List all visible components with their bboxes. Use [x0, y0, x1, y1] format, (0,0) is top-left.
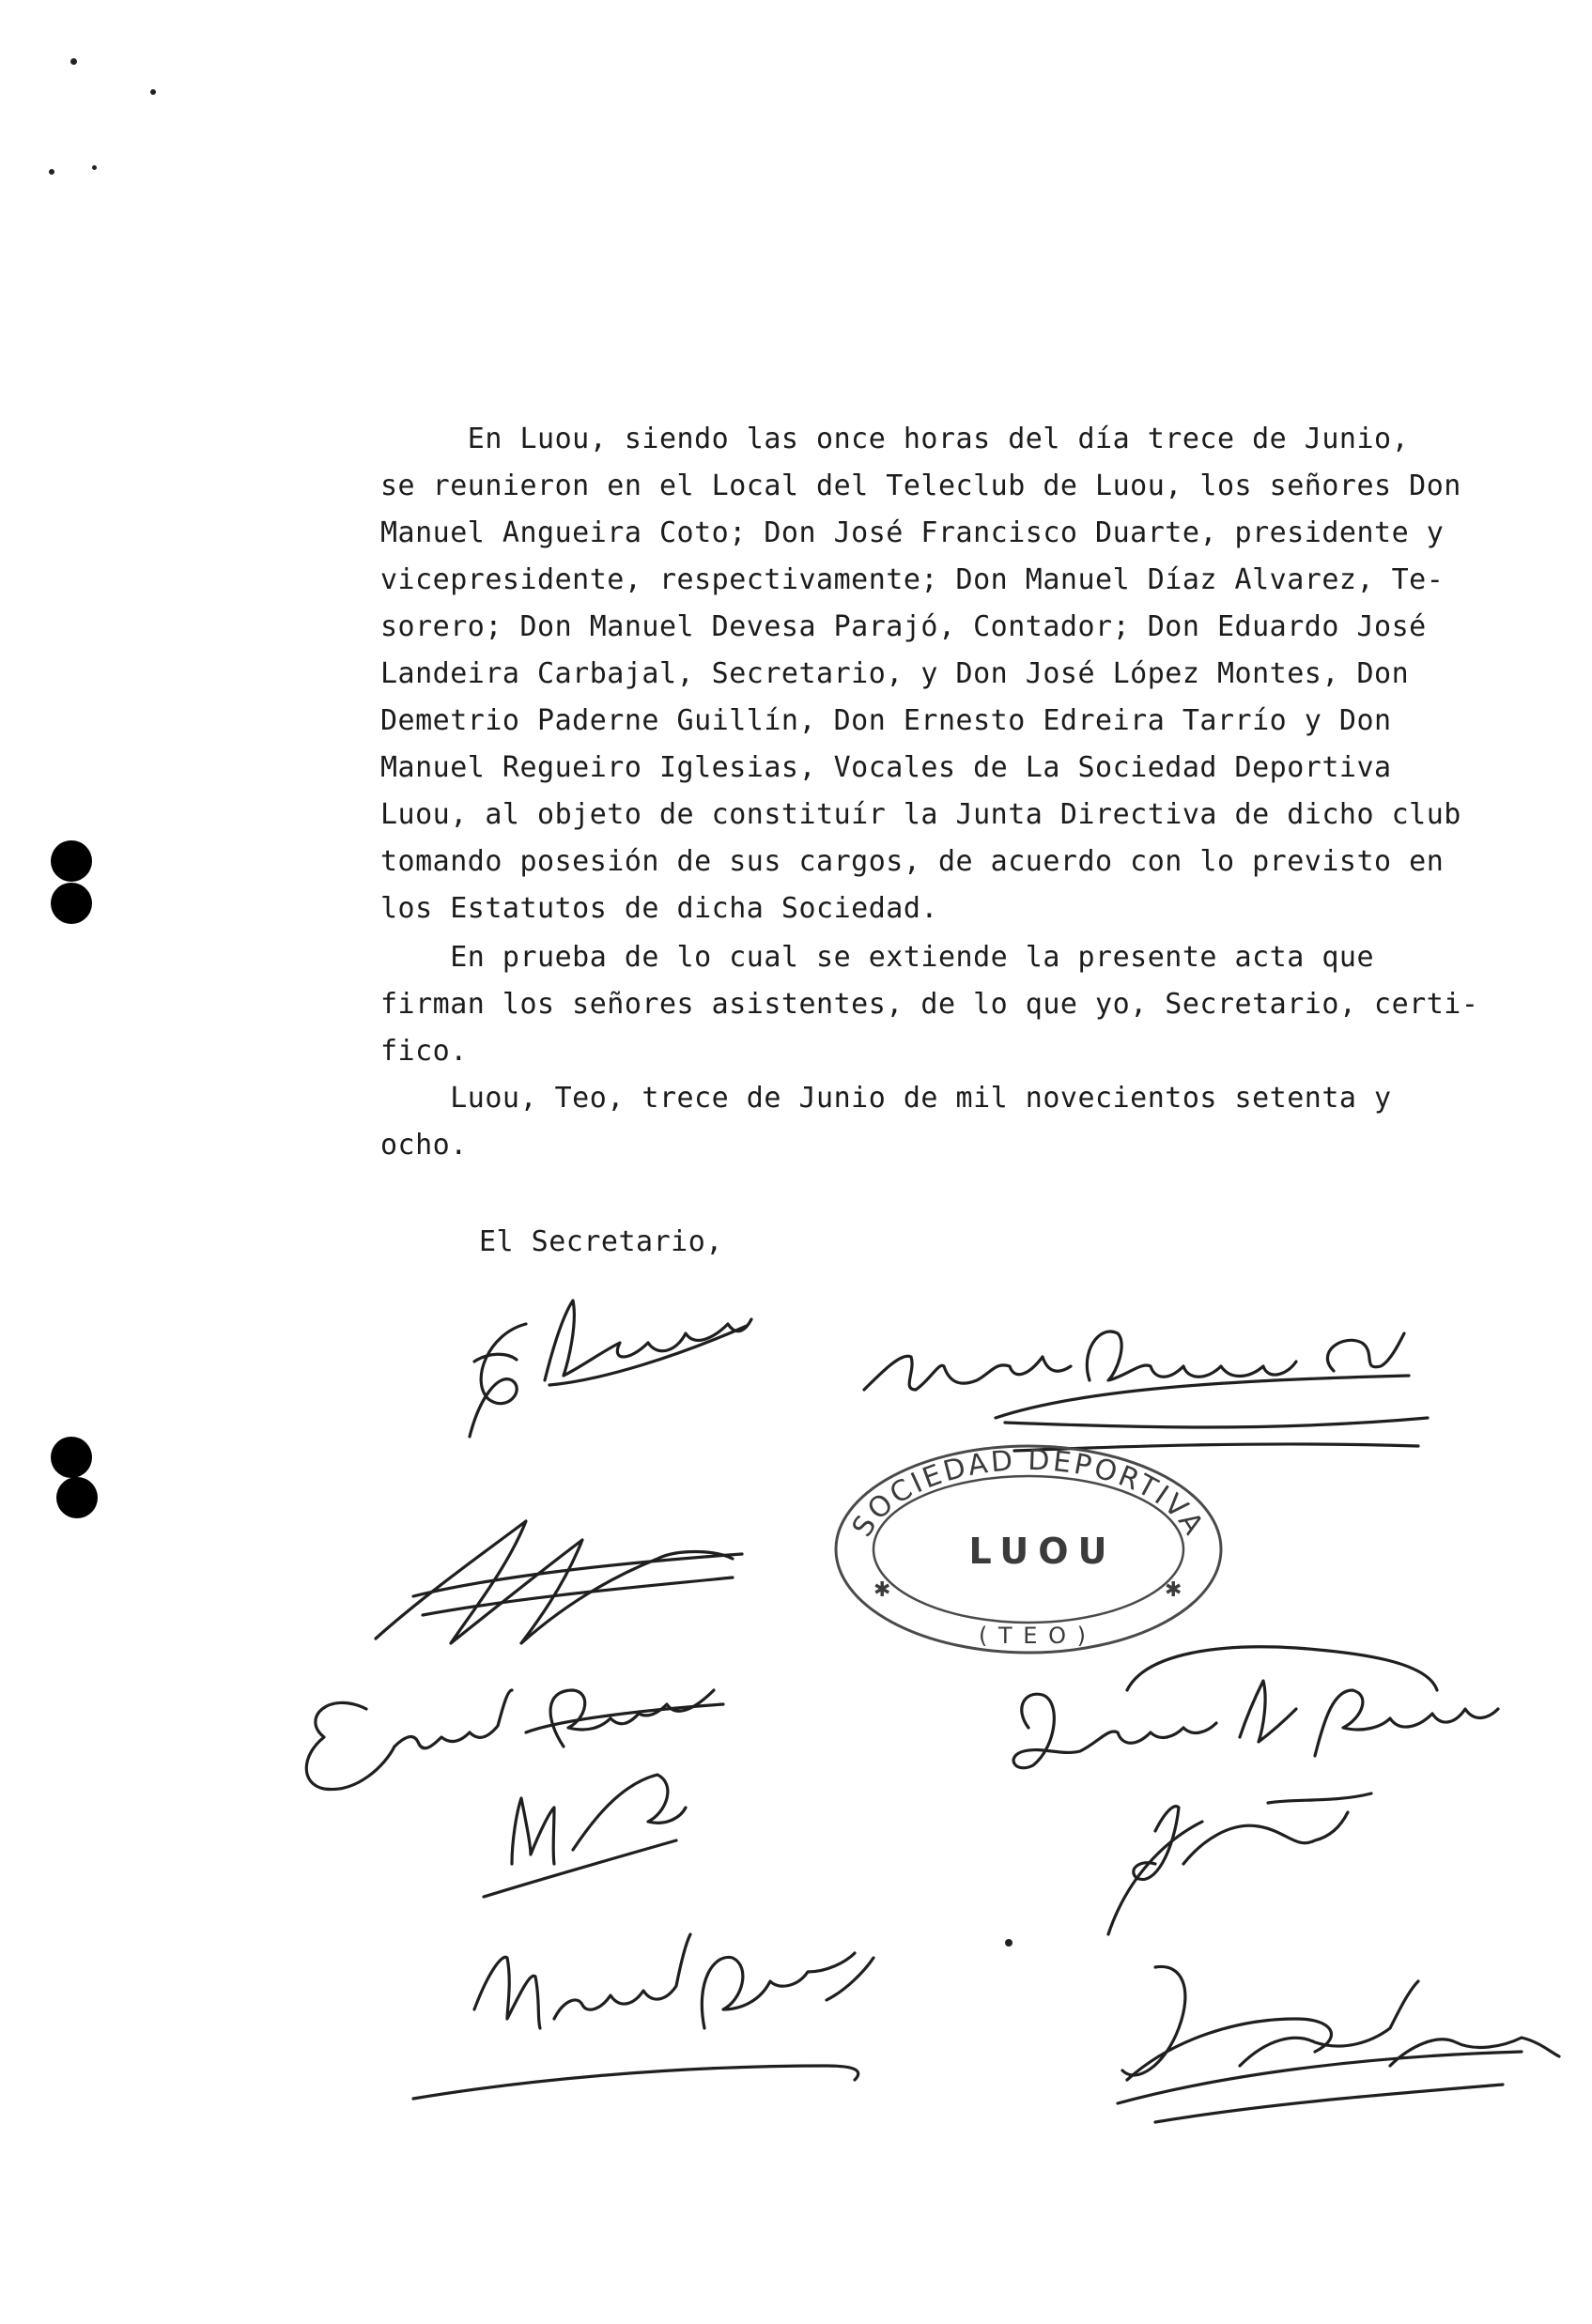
star-icon: ✱	[1165, 1578, 1182, 1602]
text-line: fico.	[380, 1035, 468, 1068]
text-line: Luou, Teo, trece de Junio de mil novecientos setenta y	[380, 1082, 1392, 1115]
text-line: En Luou, siendo las once horas del día trece de Junio,	[380, 423, 1410, 455]
star-icon: ✱	[873, 1578, 891, 1602]
signature-landeira	[470, 1301, 751, 1437]
secretary-label: El Secretario,	[479, 1225, 723, 1258]
signature-angueira	[864, 1331, 1428, 1451]
signature-paderne	[1013, 1647, 1498, 1768]
signature-duarte	[1108, 1793, 1371, 1934]
text-line: Manuel Angueira Coto; Don José Francisco Duarte, presidente y	[380, 516, 1445, 549]
signature-initials	[484, 1775, 686, 1897]
text-line: Landeira Carbajal, Secretario, y Don José López Montes, Don	[380, 657, 1410, 690]
stamp-center-text: LUOU	[968, 1531, 1117, 1572]
club-stamp	[836, 1444, 1221, 1653]
text-line: se reunieron en el Local del Teleclub de Luou, los señores Don	[380, 469, 1461, 502]
signature-scribble	[376, 1521, 742, 1643]
stamp-outer-text: SOCIEDAD DEPORTIVA	[845, 1443, 1212, 1543]
stamp-bottom-text: ( T E O )	[979, 1623, 1088, 1649]
text-line: tomando posesión de sus cargos, de acuerdo con lo previsto en	[380, 845, 1445, 878]
text-line: Luou, al objeto de constituír la Junta Directiva de dicho club	[380, 798, 1461, 831]
text-line: ocho.	[380, 1129, 468, 1162]
text-line: firman los señores asistentes, de lo que yo, Secretario, certi-	[380, 988, 1479, 1021]
text-line: Demetrio Paderne Guillín, Don Ernesto Edreira Tarrío y Don	[380, 704, 1392, 737]
signature-diaz	[413, 1934, 873, 2099]
signature-edreira	[306, 1690, 723, 1790]
text-line: sorero; Don Manuel Devesa Parajó, Contador; Don Eduardo José	[380, 610, 1427, 643]
signature-lopez	[1118, 1966, 1559, 2122]
text-line: vicepresidente, respectivamente; Don Manuel Díaz Alvarez, Te-	[380, 563, 1445, 596]
text-line: los Estatutos de dicha Sociedad.	[380, 892, 938, 925]
text-line: En prueba de lo cual se extiende la presente acta que	[380, 941, 1375, 974]
text-line: Manuel Regueiro Iglesias, Vocales de La Sociedad Deportiva	[380, 751, 1392, 784]
